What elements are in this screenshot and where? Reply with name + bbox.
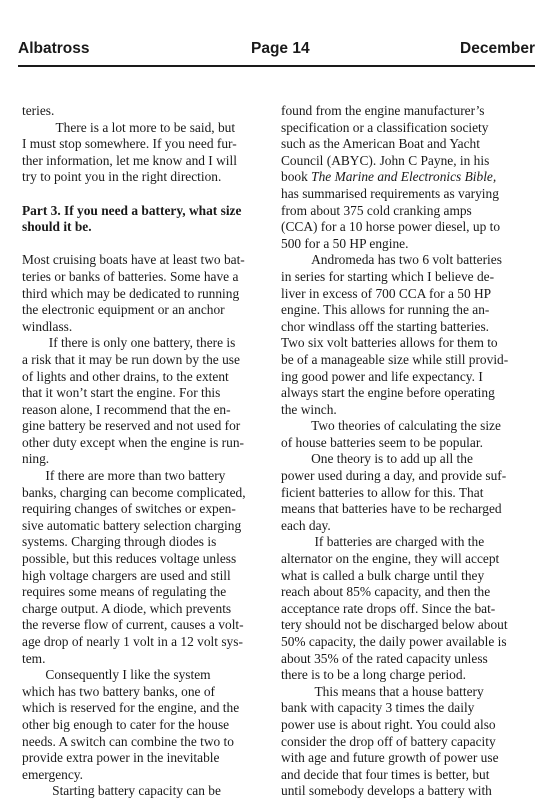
text-line: found from the engine manufacturer’s bbox=[281, 103, 485, 118]
text-block bbox=[22, 103, 269, 186]
text-line: needs. A switch can combine the two to bbox=[22, 733, 234, 749]
text-line: possible, but this reduces voltage unless bbox=[22, 551, 237, 567]
text-line: there is to be a long charge period. bbox=[281, 667, 466, 683]
text-line: emergency. bbox=[22, 766, 83, 782]
text-line: reason alone, I recommend that the en- bbox=[22, 401, 231, 417]
text-line: other duty except when the engine is run- bbox=[22, 434, 244, 450]
text-line: of house batteries seem to be popular. bbox=[281, 434, 483, 450]
book-title: The Marine and Electronics Bible, bbox=[311, 169, 497, 185]
text-line: systems. Charging through diodes is bbox=[22, 534, 217, 550]
text-line: provide extra power in the inevitable bbox=[22, 750, 220, 766]
text-line: charge output. A diode, which prevents bbox=[22, 600, 232, 616]
text-line: windlass. bbox=[22, 318, 73, 334]
text-line: high voltage chargers are used and still bbox=[22, 567, 231, 583]
text-line: third which may be dedicated to running bbox=[22, 285, 240, 301]
text-line: teries. bbox=[22, 103, 55, 118]
text-line: power use is about right. You could also bbox=[281, 716, 496, 732]
text-line: each day. bbox=[281, 517, 331, 533]
text-line: liver in excess of 700 CCA for a 50 HP bbox=[281, 285, 492, 301]
text-line: This means that a house battery bbox=[281, 683, 484, 699]
text-line: about 35% of the rated capacity unless bbox=[281, 650, 488, 666]
text-line: the reverse flow of current, causes a volt- bbox=[22, 617, 244, 633]
text-line: Starting battery capacity can be bbox=[22, 783, 221, 799]
text-line: Council (ABYC). John C Payne, in his bbox=[281, 152, 490, 168]
text-line: 50% capacity, the daily power available is bbox=[281, 634, 507, 649]
text-line: should it be. bbox=[22, 219, 92, 235]
text-line: always start the engine before operating bbox=[281, 385, 495, 401]
text-line: banks, charging can become complicated, bbox=[22, 484, 246, 500]
text-line: reach about 85% capacity, and then the bbox=[281, 584, 491, 600]
text-line: Part 3. If you need a battery, what size bbox=[22, 202, 242, 218]
text-block bbox=[22, 252, 269, 800]
text-line: with age and future growth of power use bbox=[281, 750, 499, 766]
text-line: Two six volt batteries allows for them to bbox=[281, 335, 498, 351]
text-line: ing good power and life expectancy. I bbox=[281, 368, 483, 384]
text-line: and decide that four times is better, but bbox=[281, 766, 490, 782]
text-line: be of a manageable size while still provid- bbox=[281, 351, 509, 367]
text-line: from about 375 cold cranking amps bbox=[281, 202, 472, 218]
text-line: ning. bbox=[22, 451, 50, 467]
text-line: acceptance rate drops off. Since the bat- bbox=[281, 600, 496, 616]
text-line: such as the American Boat and Yacht bbox=[281, 136, 480, 152]
text-line: has summarised requirements as varying bbox=[281, 185, 499, 201]
page-number: Page 14 bbox=[251, 40, 310, 57]
text-line: sive automatic battery selection charging bbox=[22, 517, 242, 533]
text-line: gine battery be reserved and not used for bbox=[22, 418, 241, 434]
text-line: Two theories of calculating the size bbox=[281, 418, 501, 434]
text-line: which is reserved for the engine, and the bbox=[22, 700, 240, 716]
text-line: If batteries are charged with the bbox=[281, 534, 485, 550]
paragraph-gap bbox=[22, 236, 269, 253]
text-line: the winch. bbox=[281, 401, 337, 417]
text-line: power used during a day, and provide suf- bbox=[281, 468, 507, 484]
text-line: alternator on the engine, they will accept bbox=[281, 551, 500, 567]
text-line: If there are more than two battery bbox=[22, 468, 226, 484]
text-line: try to point you in the right direction. bbox=[22, 169, 222, 185]
issue-month: December bbox=[460, 40, 535, 57]
text-line: chor windlass off the starting batteries. bbox=[281, 318, 489, 334]
text-line: (CCA) for a 10 horse power diesel, up to bbox=[281, 219, 501, 235]
text-line: a risk that it may be run down by the use bbox=[22, 351, 240, 367]
newsletter-title: Albatross bbox=[18, 40, 90, 57]
text-line: I must stop somewhere. If you need fur- bbox=[22, 136, 237, 152]
text-line: of lights and other drains, to the extent bbox=[22, 368, 229, 384]
text-line: specification or a classification society bbox=[281, 119, 489, 135]
text-line: requiring changes of switches or expen- bbox=[22, 501, 236, 517]
text-line: what is called a bulk charge until they bbox=[281, 567, 485, 583]
text-line: ficient batteries to allow for this. That bbox=[281, 484, 484, 500]
text-line: consider the drop off of battery capacity bbox=[281, 733, 496, 749]
text-line: Consequently I like the system bbox=[22, 667, 211, 683]
text-line: engine. This allows for running the an- bbox=[281, 302, 490, 318]
text-line: Most cruising boats have at least two bat- bbox=[22, 252, 245, 268]
text-line: requires some means of regulating the bbox=[22, 584, 227, 600]
text-line: ther information, let me know and I will bbox=[22, 152, 237, 168]
text-line: which has two battery banks, one of bbox=[22, 683, 216, 699]
text-line: tery should not be discharged below about bbox=[281, 617, 508, 633]
text-line: book The Marine and Electronics Bible, bbox=[281, 169, 497, 185]
text-line: in series for starting which I believe de- bbox=[281, 268, 495, 284]
page-header bbox=[18, 40, 535, 62]
text-line: until somebody develops a battery with bbox=[281, 783, 492, 799]
text-line: means that batteries have to be recharged bbox=[281, 501, 502, 517]
text-block bbox=[281, 103, 533, 800]
text-line: There is a lot more to be said, but bbox=[22, 119, 236, 135]
text-line: If there is only one battery, there is bbox=[22, 335, 236, 351]
text-line: One theory is to add up all the bbox=[281, 451, 473, 467]
right-column bbox=[281, 103, 533, 800]
text-line: age drop of nearly 1 volt in a 12 volt sys- bbox=[22, 634, 243, 649]
paragraph-gap bbox=[22, 186, 269, 203]
left-column bbox=[22, 103, 269, 800]
text-line: bank with capacity 3 times the daily bbox=[281, 700, 475, 716]
text-line: teries or banks of batteries. Some have a bbox=[22, 268, 239, 284]
text-line: that it won’t start the engine. For this bbox=[22, 385, 221, 401]
text-line: other big enough to cater for the house bbox=[22, 716, 230, 732]
text-line: tem. bbox=[22, 650, 46, 666]
header-rule bbox=[18, 65, 535, 67]
text-line: 500 for a 50 HP engine. bbox=[281, 235, 409, 251]
text-line: the electronic equipment or an anchor bbox=[22, 302, 225, 318]
section-heading bbox=[22, 203, 269, 236]
text-line: Andromeda has two 6 volt batteries bbox=[281, 252, 502, 268]
